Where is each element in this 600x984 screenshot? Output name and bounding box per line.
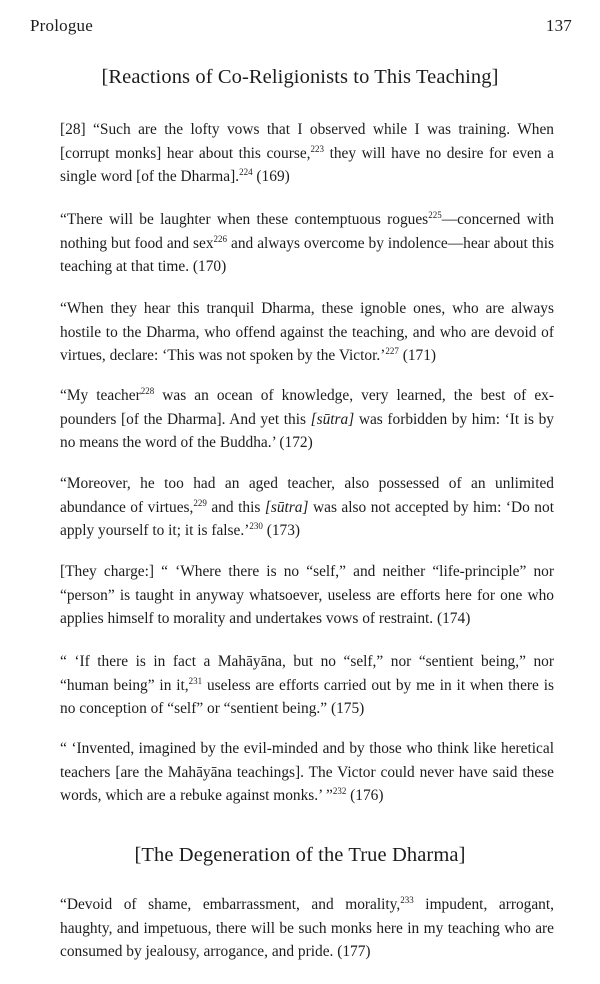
text-run: (173) <box>262 522 301 539</box>
footnote-ref-230: 230 <box>249 521 263 531</box>
text-run: “When they hear this tranquil Dharma, these ignoble ones, who are always hostile to the Dharma, who offend against the teaching, and who are devoid of virtues, declare: ‘This was not spoken by the Victor.’ <box>60 300 554 364</box>
text-run: —concerned with nothing but food and sex <box>60 211 554 252</box>
paragraph-169 <box>60 118 554 189</box>
italic-text: [sūtra] <box>264 498 309 516</box>
text-run: “Devoid of shame, embarrassment, and morality, <box>60 896 401 913</box>
text-run: they will have no desire for even a single word [of the Dharma]. <box>60 144 554 185</box>
footnote-ref-223: 223 <box>310 143 324 154</box>
text-run: “ ‘Invented, imagined by the evil-minded and by those who think like heretical teachers [are the Mahāyāna teachings]. The Victor could never have said these words, which are a rebuke against monks.’ ” <box>60 740 554 804</box>
text-run: and always overcome by indolence—hear about this teaching at that time. (170) <box>60 234 554 275</box>
paragraph-173 <box>60 472 554 543</box>
text-run: [28] “Such are the lofty vows that I observed while I was training. When [corrupt monks] hear about this course, <box>60 121 554 162</box>
footnote-ref-228: 228 <box>140 386 155 396</box>
footnote-ref-227: 227 <box>385 346 399 356</box>
paragraph-172 <box>60 384 554 455</box>
running-header <box>30 16 572 36</box>
paragraph-176 <box>60 737 554 808</box>
text-run: “ ‘If there is in fact a Mahāyāna, but no “self,” nor “sentient being,” nor “human being” in it, <box>60 653 554 694</box>
section-heading-degeneration: [The Degeneration of the True Dharma] <box>134 844 466 866</box>
text-run: was an ocean of knowledge, very learned, the best of expounders [of the Dharma]. And yet this <box>60 387 554 428</box>
text-run: (171) <box>398 347 437 364</box>
footnote-ref-233: 233 <box>400 895 414 905</box>
text-run: “Moreover, he too had an aged teacher, also possessed of an unlimited abundance of virtues, <box>60 475 554 516</box>
running-title: Prologue <box>30 16 93 35</box>
text-run: “My teacher <box>60 387 141 404</box>
footnote-ref-224: 224 <box>239 167 253 177</box>
text-run: [They charge:] “ ‘Where there is no “self,” and neither “life-principle” nor “person” is taught in anyway whatsoever, useless are efforts here for one who applies himself to morality and undertakes vows of restraint. (174) <box>60 563 554 627</box>
italic-text: [sūtra] <box>310 410 355 428</box>
text-run: and this <box>206 498 265 516</box>
footnote-ref-225: 225 <box>428 210 442 220</box>
page-number: 137 <box>545 16 572 35</box>
text-run: was also not accepted by him: ‘Do not apply yourself to it; it is false.’ <box>60 498 554 539</box>
section-heading-reactions: [Reactions of Co-Religionists to This Teaching] <box>101 66 499 88</box>
footnote-ref-231: 231 <box>188 675 203 686</box>
text-run: was forbidden by him: ‘It is by no means the word of the Buddha.’ (172) <box>60 410 554 451</box>
text-run: useless are efforts carried out by me in it when there is no conception of “self” or “sentient being.” (175) <box>60 676 554 717</box>
text-run: impudent, arrogant, haughty, and impetuous, there will be such monks here in my teaching who are consumed by jealousy, arrogance, and pride. (177) <box>60 896 554 960</box>
footnote-ref-232: 232 <box>332 786 347 796</box>
paragraph-174 <box>60 560 554 631</box>
text-run: (169) <box>252 168 290 185</box>
paragraph-175 <box>60 650 554 721</box>
paragraph-171 <box>60 297 554 368</box>
footnote-ref-229: 229 <box>193 497 207 508</box>
paragraph-177 <box>60 893 554 964</box>
footnote-ref-226: 226 <box>213 233 228 244</box>
text-run: (176) <box>346 787 384 804</box>
text-run: “There will be laughter when these contemptuous rogues <box>60 211 429 228</box>
paragraph-170 <box>60 208 554 279</box>
